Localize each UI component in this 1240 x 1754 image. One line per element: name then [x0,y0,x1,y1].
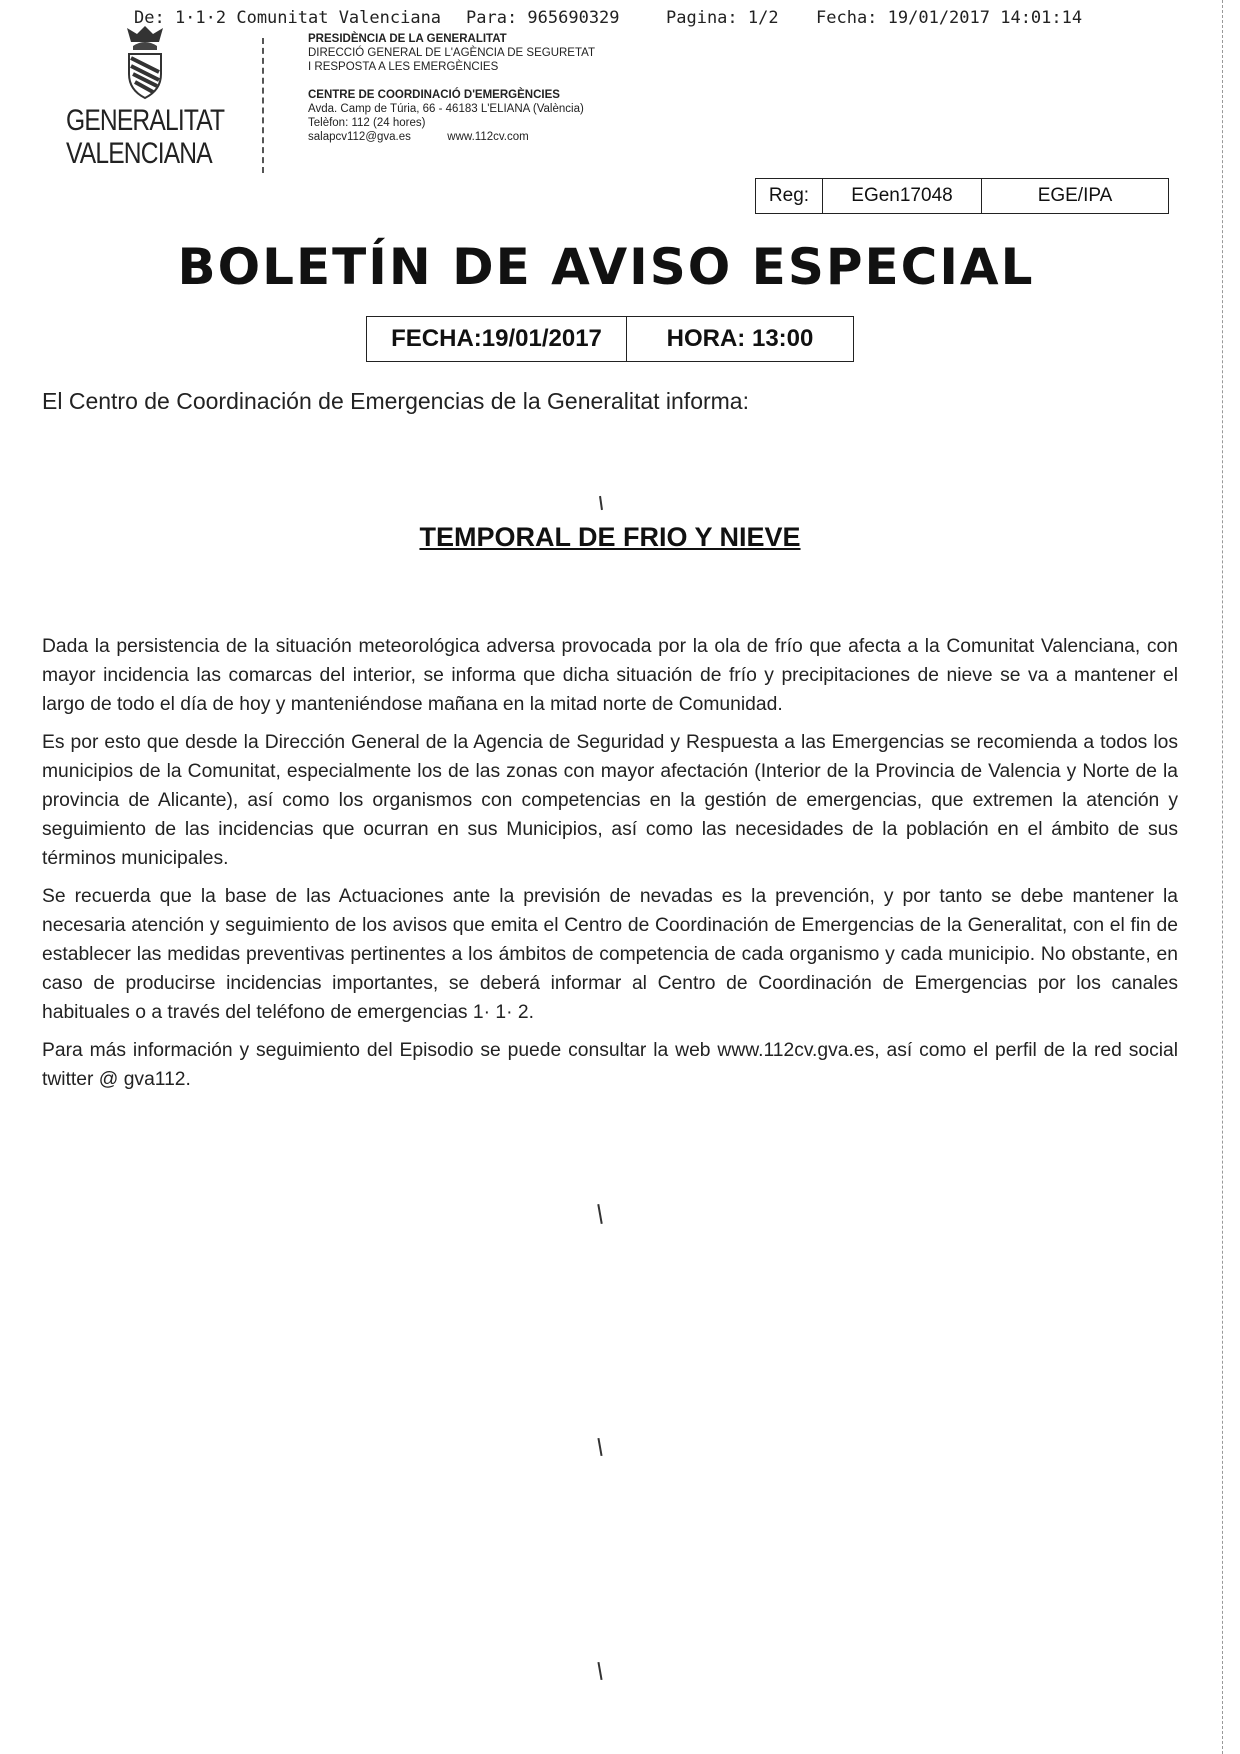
bulletin-title: BOLETÍN DE AVISO ESPECIAL [177,238,1035,296]
paragraph: Para más información y seguimiento del Episodio se puede consultar la web www.112cv.gva.es, así como el perfil de la red social twitter @ gva112. [42,1040,1178,1090]
organization-info [308,32,595,144]
logo-line-1: GENERALITAT [66,104,225,137]
generalitat-logo [60,24,230,174]
scan-mark [597,1438,602,1456]
scan-edge [1222,0,1224,1754]
paragraph: Se recuerda que la base de las Actuaciones ante la previsión de nevadas es la prevención, y por tanto se debe mantener la necesaria atención y seguimiento de los avisos que emita el Centro de Coordinación de Emergencias de la Generalitat, con el fin de establecer las medidas preventivas pertinentes a los ámbitos de competencia de cada organismo y cada municipio. No obstante, en caso de producirse incidencias importantes, se deberá informar al Centro de Coordinación de Emergencias por los canales habituales o a través del teléfono de emergencias 1· 1· 2. [42,886,1178,1023]
fax-page: Pagina: 1/2 [666,8,779,28]
org-directorate-cont: I RESPOSTA A LES EMERGÈNCIES [308,61,499,73]
org-phone: Telèfon: 112 (24 hores) [308,117,426,129]
bulletin-date: FECHA:19/01/2017 [367,317,627,361]
org-directorate: DIRECCIÓ GENERAL DE L'AGÈNCIA DE SEGURETAT [308,47,595,59]
logo-text [66,104,225,170]
intro-line: El Centro de Coordinación de Emergencias de la Generalitat informa: [42,388,749,414]
date-time-box [366,316,854,362]
org-presidency: PRESIDÈNCIA DE LA GENERALITAT [308,33,507,45]
org-email: salapcv112@gva.es [308,131,411,143]
bulletin-time: HORA: 13:00 [666,325,814,352]
reg-code: EGE/IPA [1037,185,1113,206]
bulletin-subtitle: TEMPORAL DE FRIO Y NIEVE [419,522,801,552]
reg-number: EGen17048 [823,179,982,213]
fax-to: Para: 965690329 [466,8,620,28]
registration-table [755,178,1169,214]
reg-label: Reg: [756,179,823,213]
scan-mark [597,1662,602,1680]
bulletin-body [42,632,1178,1103]
org-centre: CENTRE DE COORDINACIÓ D'EMERGÈNCIES [308,89,560,101]
paragraph: Dada la persistencia de la situación meteorológica adversa provocada por la ola de frío que afecta a la Comunitat Valenciana, con mayor incidencia las comarcas del interior, se informa que dicha situación de frío y precipitaciones de nieve se va a mantener el largo de todo el día de hoy y manteniéndose mañana en la mitad norte de Comunidad. [42,636,1178,715]
paragraph: Es por esto que desde la Dirección General de la Agencia de Seguridad y Respuesta a las Emergencias se recomienda a todos los municipios de la Comunitat, especialmente los de las zonas con mayor afectación (Interior de la Provincia de Valencia y Norte de la provincia de Alicante), así como los organismos con competencias en la gestión de emergencias, que extremen la atención y seguimiento de las incidencias que ocurran en sus Municipios, así como las necesidades de la población en el ámbito de sus términos municipales. [42,732,1178,869]
logo-line-2: VALENCIANA [66,137,212,170]
fax-from: De: 1·1·2 Comunitat Valenciana [134,8,442,28]
org-web: www.112cv.com [447,131,529,143]
org-address: Avda. Camp de Túria, 66 - 46183 L'ELIANA (València) [308,103,584,115]
coat-of-arms-icon [117,24,173,100]
scan-mark [597,1204,602,1224]
fax-date: Fecha: 19/01/2017 14:01:14 [816,8,1083,28]
header-divider [262,38,264,173]
scan-mark [599,496,603,510]
